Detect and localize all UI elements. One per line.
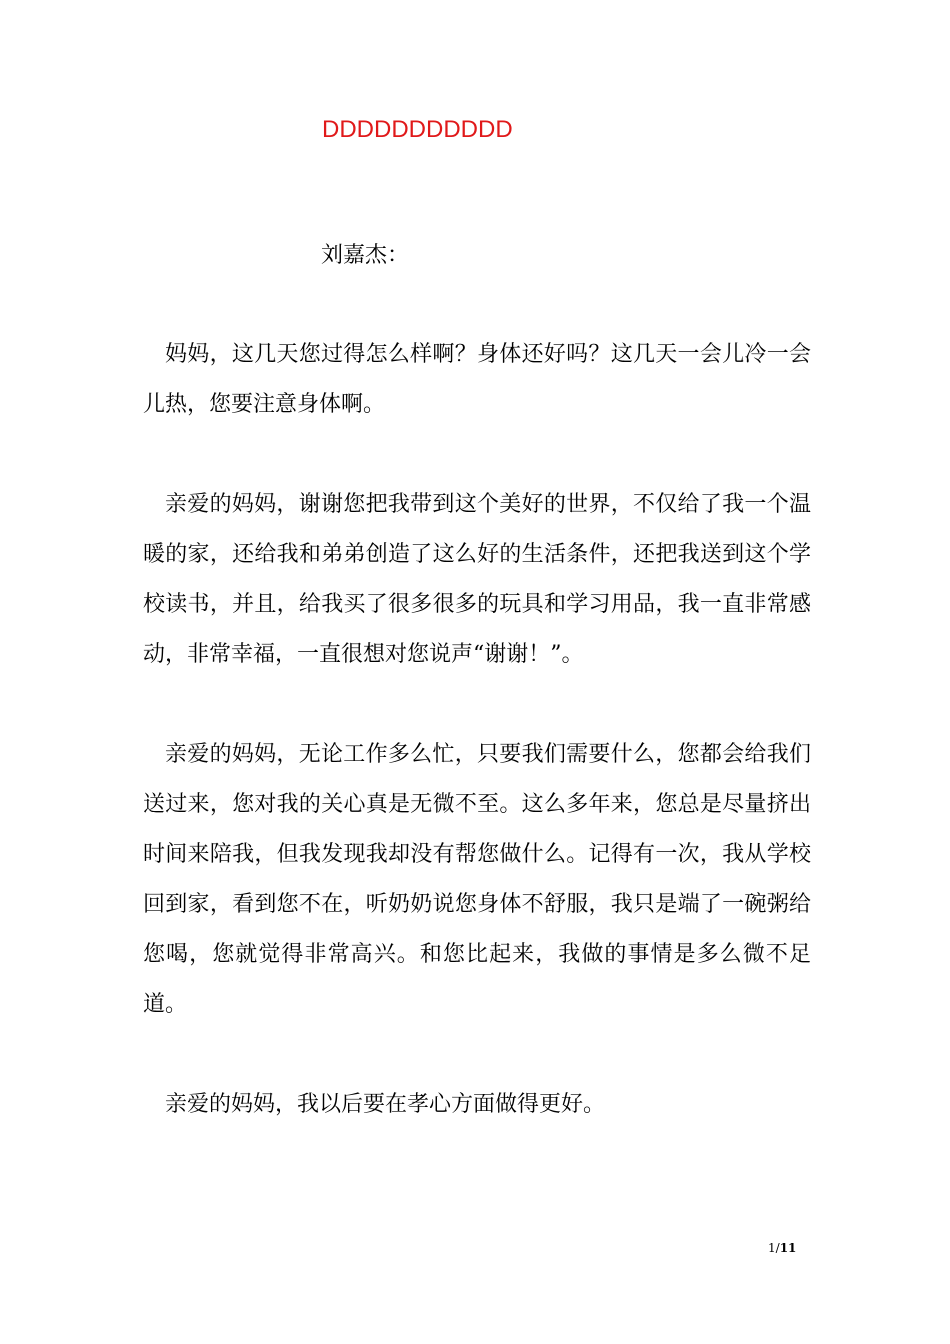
document-title: DDDDDDDDDDD (322, 116, 513, 143)
page-number (768, 1241, 796, 1255)
page-number-current: 1/ (768, 1241, 780, 1255)
page-number-total: 11 (779, 1241, 797, 1255)
paragraph-1: 妈妈，这几天您过得怎么样啊？身体还好吗？这几天一会儿冷一会儿热，您要注意身体啊。 (143, 342, 811, 417)
paragraph-2: 亲爱的妈妈，谢谢您把我带到这个美好的世界，不仅给了我一个温暖的家，还给我和弟弟创造了这么好的生活条件，还把我送到这个学校读书，并且，给我买了很多很多的玩具和学习用品，我一直非常感动，非常幸福，一直很想对您说声“谢谢！”。 (143, 492, 811, 667)
paragraph-3: 亲爱的妈妈，无论工作多么忙，只要我们需要什么，您都会给我们送过来，您对我的关心真是无微不至。这么多年来，您总是尽量挤出时间来陪我，但我发现我却没有帮您做什么。记得有一次，我从学校回到家，看到您不在，听奶奶说您身体不舒服，我只是端了一碗粥给您喝，您就觉得非常高兴。和您比起来，我做的事情是多么微不足道。 (143, 742, 811, 1017)
paragraph-4: 亲爱的妈妈，我以后要在孝心方面做得更好。 (165, 1092, 606, 1117)
author-line: 刘嘉杰： (321, 243, 410, 268)
